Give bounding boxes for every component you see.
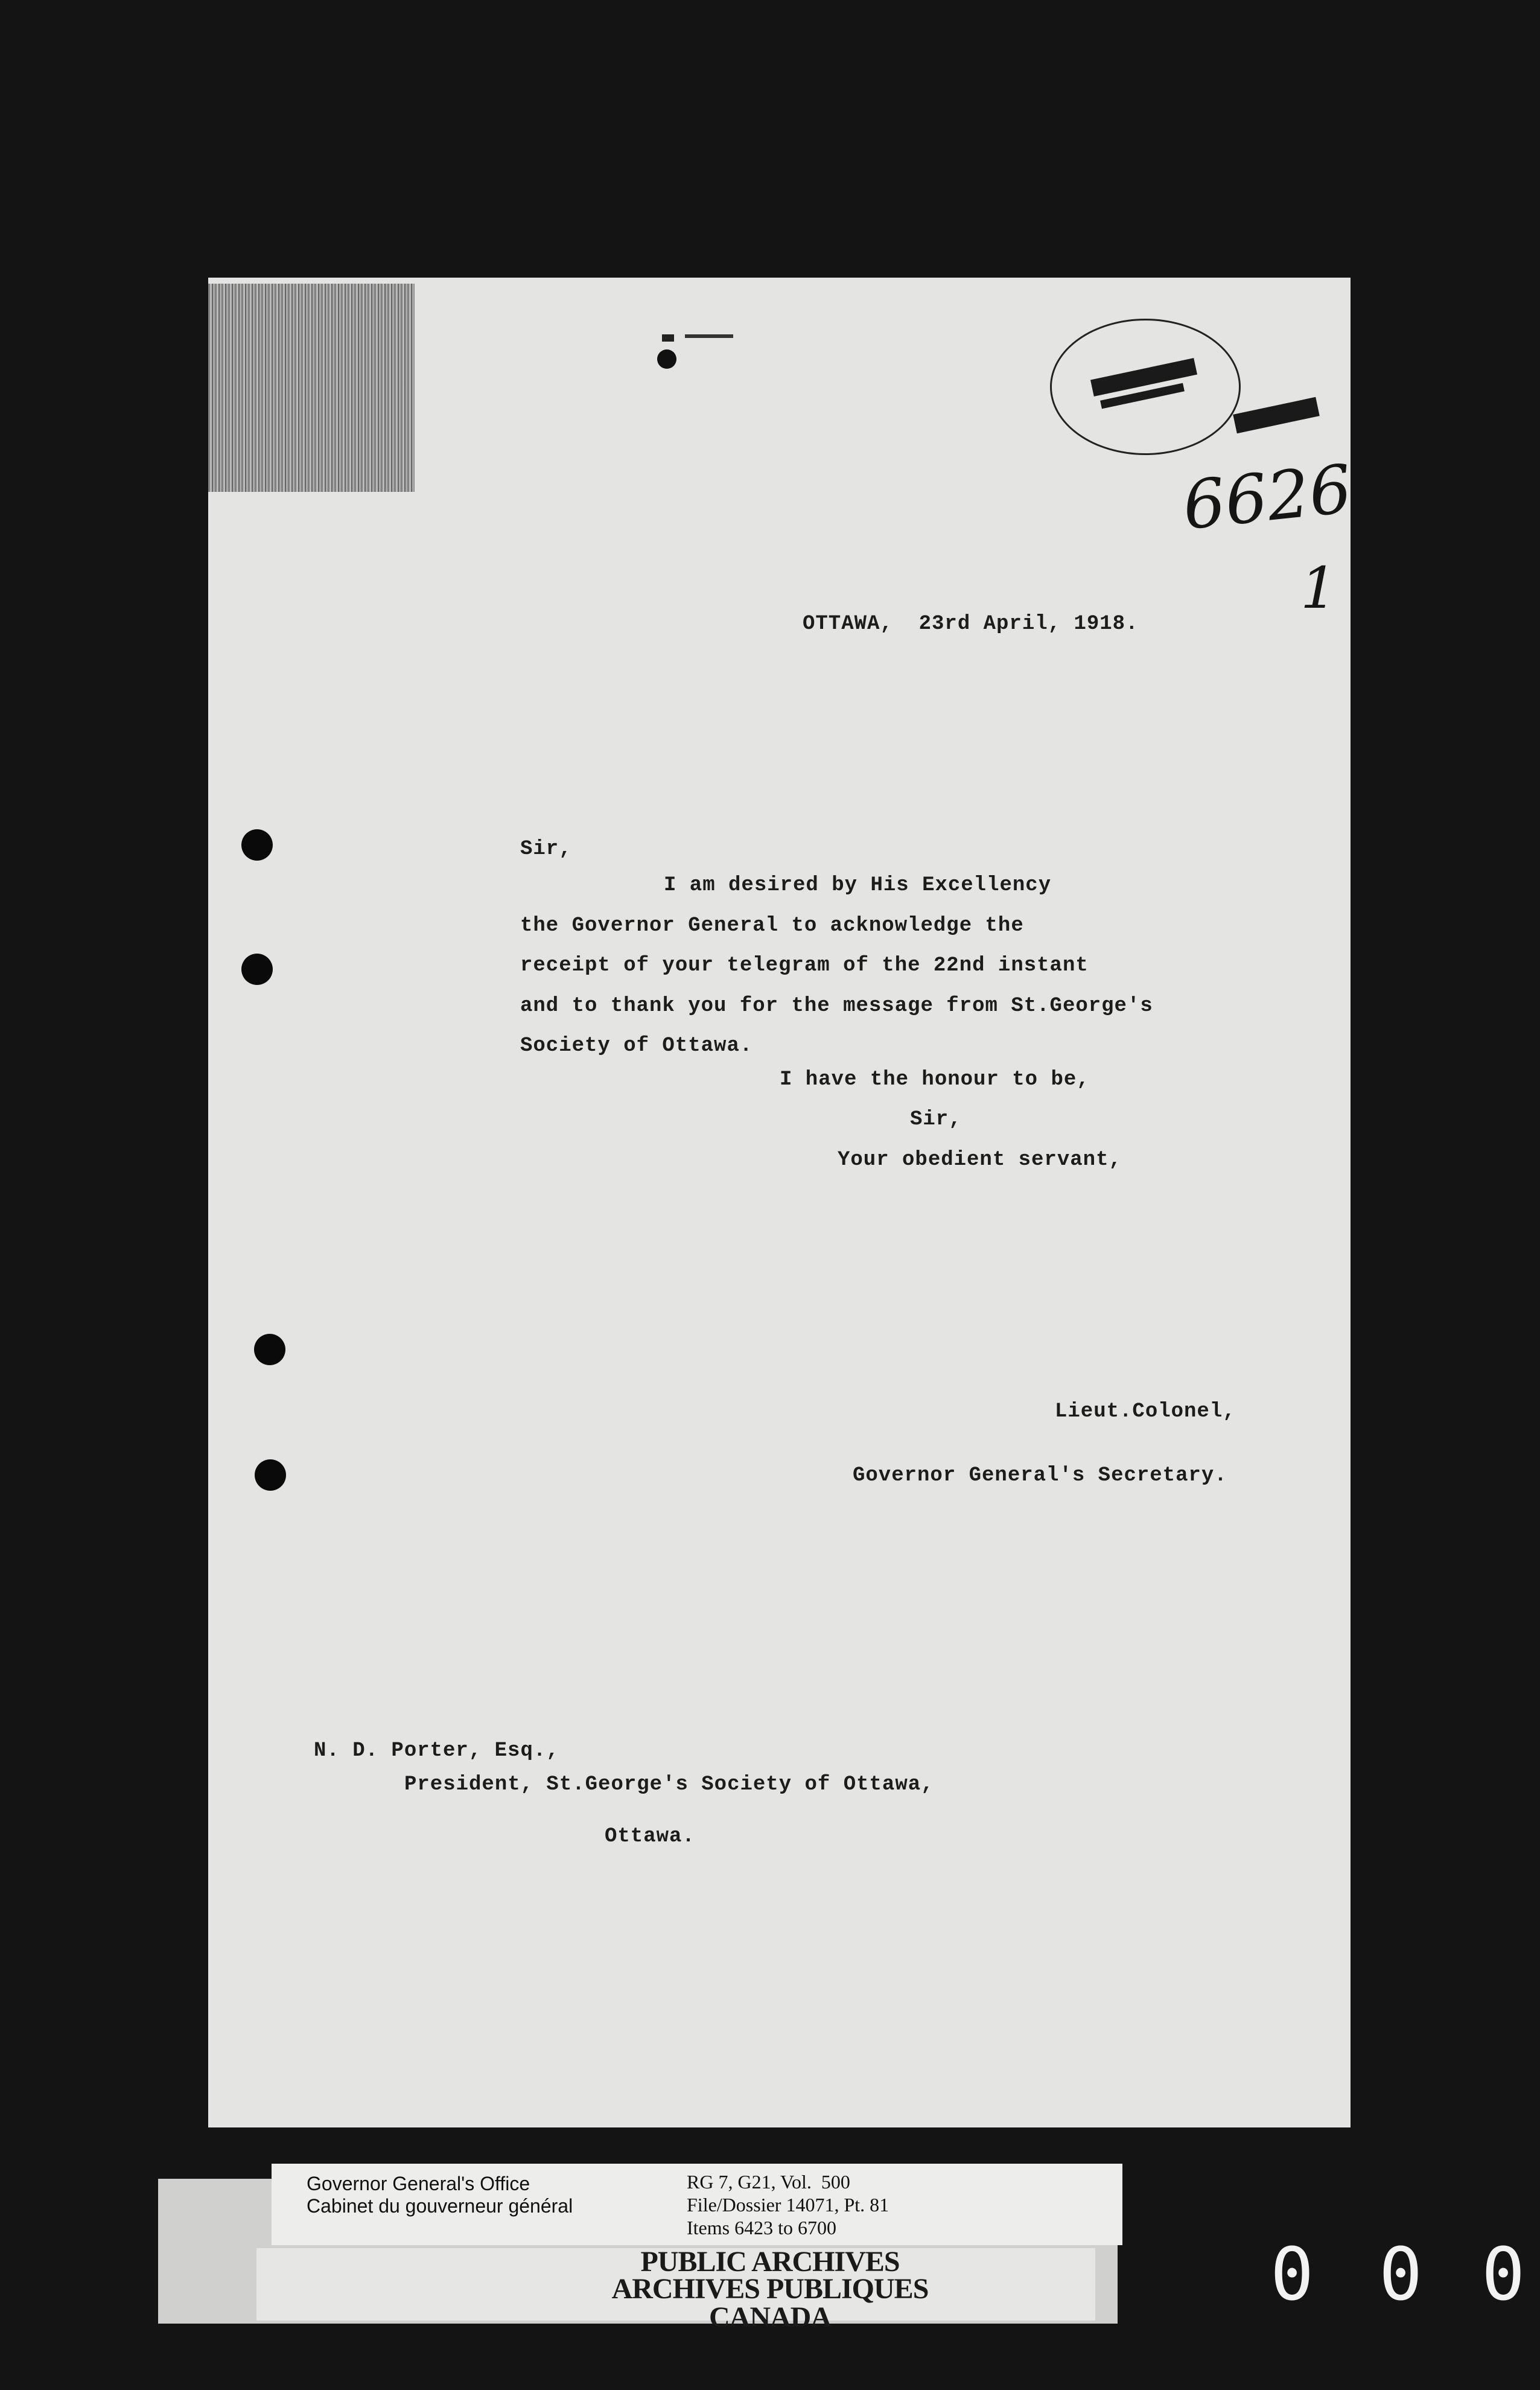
circled-stamp — [1050, 319, 1241, 455]
punch-hole — [241, 829, 273, 861]
archive-stamp-line: CANADA — [709, 2301, 831, 2333]
file-dossier: File/Dossier 14071, Pt. 81 — [687, 2194, 889, 2216]
body-line: Society of Ottawa. — [520, 1034, 753, 1057]
closing-line: Sir, — [910, 1108, 962, 1131]
body-line: the Governor General to acknowledge the — [520, 914, 1024, 937]
addressee-name: N. D. Porter, Esq., — [314, 1739, 559, 1762]
closing-line: Your obedient servant, — [838, 1149, 1122, 1171]
office-english: Governor General's Office — [307, 2173, 530, 2194]
office-french: Cabinet du gouverneur général — [307, 2195, 573, 2217]
struck-out-number — [1233, 397, 1320, 433]
document-sheet — [208, 278, 1355, 2127]
frame-digit: 0 — [1270, 2233, 1314, 2317]
body-line: receipt of your telegram of the 22nd instant — [520, 954, 1089, 977]
archive-stamp-line: PUBLIC ARCHIVES — [640, 2246, 900, 2278]
record-group: RG 7, G21, Vol. 500 — [687, 2171, 850, 2193]
handwritten-mark: 1 — [1300, 555, 1337, 622]
signature-rank: Lieut.Colonel, — [1055, 1400, 1236, 1423]
archive-label — [272, 2164, 1122, 2245]
frame-digit: 0 — [1481, 2233, 1526, 2317]
items-range: Items 6423 to 6700 — [687, 2217, 836, 2239]
body-line: I am desired by His Excellency — [664, 874, 1052, 897]
frame-digit: 0 — [1379, 2233, 1423, 2317]
archive-stamp-line: ARCHIVES PUBLIQUES — [611, 2273, 929, 2305]
punch-hole — [255, 1459, 286, 1491]
gray-scale-swatch — [208, 284, 415, 492]
closing-line: I have the honour to be, — [780, 1068, 1090, 1091]
dateline: OTTAWA, 23rd April, 1918. — [803, 613, 1139, 636]
addressee-city: Ottawa. — [605, 1825, 695, 1848]
folio-number: 6626 — [1179, 450, 1355, 545]
signature-title: Governor General's Secretary. — [853, 1464, 1227, 1487]
ink-blot — [649, 326, 685, 368]
addressee-position: President, St.George's Society of Ottawa, — [404, 1773, 934, 1796]
punch-hole — [254, 1334, 285, 1365]
salutation: Sir, — [520, 838, 572, 861]
punch-hole — [241, 954, 273, 985]
body-line: and to thank you for the message from St.George's — [520, 995, 1153, 1018]
